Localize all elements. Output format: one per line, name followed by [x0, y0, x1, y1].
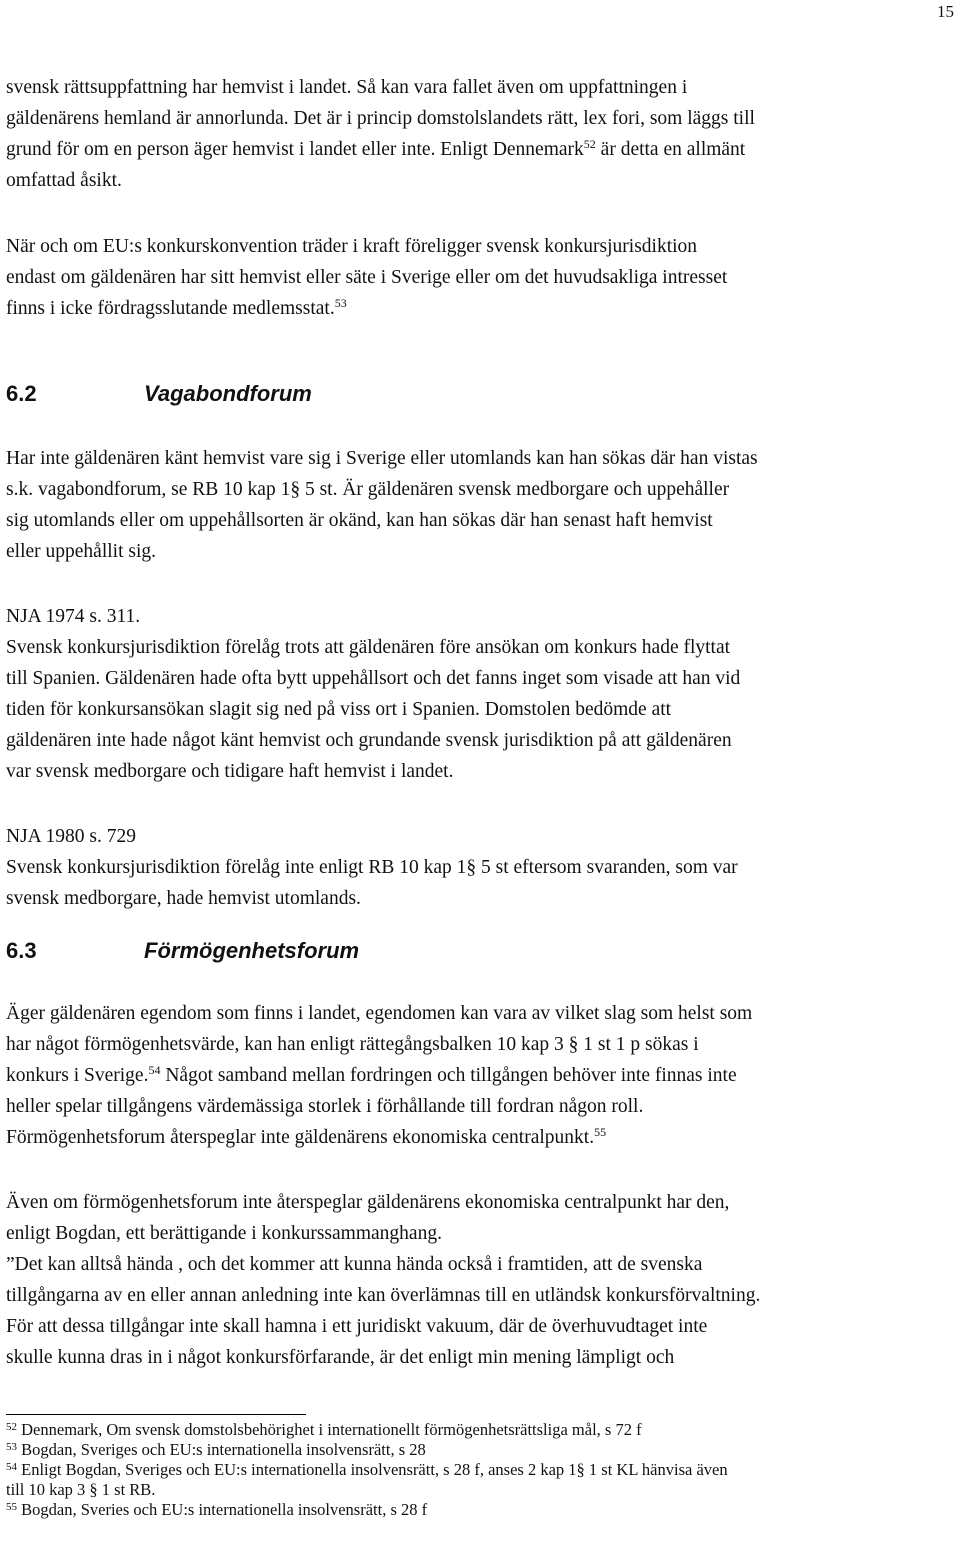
quote-line: ”Det kan alltså hända , och det kommer att kunna hända också i framtiden, att de svenska	[6, 1254, 703, 1275]
text-line	[6, 1060, 956, 1091]
quote-line: För att dessa tillgångar inte skall hamna i ett juridiskt vakuum, där de överhuvudtaget inte	[6, 1316, 708, 1337]
section-number: 6.3	[6, 938, 37, 963]
case-nja-1980	[6, 821, 956, 914]
text-line: sig utomlands eller om uppehållsorten är okänd, kan han sökas där han senast haft hemvist	[6, 510, 713, 531]
text-line: Äger gäldenären egendom som finns i landet, egendomen kan vara av vilket slag som helst som	[6, 1003, 753, 1024]
text-line: När och om EU:s konkurskonvention träder i kraft föreligger svensk konkursjurisdiktion	[6, 236, 698, 257]
text-span: finns i icke fördragsslutande medlemsstat.	[6, 298, 335, 319]
section-heading-6-3	[6, 938, 359, 964]
footnote-55	[6, 1500, 956, 1520]
text-line: s.k. vagabondforum, se RB 10 kap 1§ 5 st. Är gäldenären svensk medborgare och uppehåller	[6, 479, 730, 500]
quote-line: skulle kunna dras in i något konkursförfarande, är det enligt min mening lämpligt och	[6, 1347, 675, 1368]
page-number: 15	[937, 2, 954, 21]
footnote-text: Dennemark, Om svensk domstolsbehörighet i internationellt förmögenhetsrättsliga mål, s 72 f	[17, 1420, 642, 1439]
text-line: heller spelar tillgångens värdemässiga storlek i förhållande till fordran någon roll.	[6, 1096, 644, 1117]
footnote-ref-55[interactable]: 55	[594, 1125, 607, 1139]
quote-line: tillgångarna av en eller annan anledning inte kan överlämnas till en utländsk konkursförvaltning.	[6, 1285, 761, 1306]
footnote-text: Bogdan, Sveriges och EU:s internationella insolvensrätt, s 28	[17, 1440, 426, 1459]
text-line: omfattad åsikt.	[6, 170, 122, 191]
section-title: Vagabondforum	[144, 381, 312, 406]
text-line: har något förmögenhetsvärde, kan han enligt rättegångsbalken 10 kap 3 § 1 st 1 p sökas i	[6, 1034, 699, 1055]
text-span: grund för om en person äger hemvist i landet eller inte. Enligt Dennemark	[6, 139, 584, 160]
text-span: Något samband mellan fordringen och tillgången behöver inte finnas inte	[160, 1065, 737, 1086]
text-line: gäldenärens hemland är annorlunda. Det är i princip domstolslandets rätt, lex fori, som läggs till	[6, 108, 755, 129]
text-span: konkurs i Sverige.	[6, 1065, 149, 1086]
footnote-ref-54[interactable]: 54	[148, 1063, 161, 1077]
eu-convention-paragraph	[6, 231, 956, 324]
text-line: enligt Bogdan, ett berättigande i konkurssammanghang.	[6, 1223, 442, 1244]
intro-paragraph	[6, 72, 956, 196]
footnote-number: 53	[6, 1441, 17, 1453]
text-span: är detta en allmänt	[595, 139, 746, 160]
footnote-53	[6, 1440, 956, 1460]
footnotes	[6, 1420, 956, 1520]
section-heading-6-2	[6, 381, 312, 407]
footnote-text: Bogdan, Sveries och EU:s internationella insolvensrätt, s 28 f	[17, 1500, 428, 1519]
section-title: Förmögenhetsforum	[144, 938, 360, 963]
bogdan-paragraph	[6, 1187, 956, 1373]
text-line: Även om förmögenhetsforum inte återspeglar gäldenärens ekonomiska centralpunkt har den,	[6, 1192, 730, 1213]
formogenhetsforum-paragraph	[6, 998, 956, 1153]
footnote-separator	[6, 1414, 306, 1415]
footnote-54	[6, 1460, 956, 1480]
text-line: gäldenären inte hade något känt hemvist och grundande svensk jurisdiktion på att gäldenären	[6, 730, 732, 751]
footnote-54-continued	[6, 1480, 956, 1500]
text-line: var svensk medborgare och tidigare haft hemvist i landet.	[6, 761, 454, 782]
case-nja-1974	[6, 601, 956, 787]
text-line: tiden för konkursansökan slagit sig ned på viss ort i Spanien. Domstolen bedömde att	[6, 699, 672, 720]
text-line	[6, 1122, 956, 1153]
section-number: 6.2	[6, 381, 37, 406]
footnote-ref-52[interactable]: 52	[583, 137, 596, 151]
text-line: svensk medborgare, hade hemvist utomlands.	[6, 888, 361, 909]
text-line: svensk rättsuppfattning har hemvist i landet. Så kan vara fallet även om uppfattningen i	[6, 77, 688, 98]
text-line: till Spanien. Gäldenären hade ofta bytt uppehållsort och det fanns inget som visade att han vid	[6, 668, 741, 689]
text-line	[6, 293, 956, 324]
footnote-ref-53[interactable]: 53	[334, 296, 347, 310]
footnote-number: 52	[6, 1421, 17, 1433]
footnote-number: 55	[6, 1501, 17, 1513]
vagabond-paragraph	[6, 443, 956, 567]
footnote-52	[6, 1420, 956, 1440]
text-span: Förmögenhetsforum återspeglar inte gäldenärens ekonomiska centralpunkt.	[6, 1127, 595, 1148]
footnote-text: till 10 kap 3 § 1 st RB.	[6, 1480, 156, 1499]
text-line: Svensk konkursjurisdiktion förelåg trots att gäldenären före ansökan om konkurs hade flyttat	[6, 637, 731, 658]
footnote-text: Enligt Bogdan, Sveriges och EU:s internationella insolvensrätt, s 28 f, anses 2 kap 1§ 1 st KL hänvisa även	[17, 1460, 728, 1479]
case-citation: NJA 1974 s. 311.	[6, 606, 141, 627]
case-citation: NJA 1980 s. 729	[6, 826, 137, 847]
footnote-number: 54	[6, 1461, 17, 1473]
text-line	[6, 134, 956, 165]
text-line: Svensk konkursjurisdiktion förelåg inte enligt RB 10 kap 1§ 5 st eftersom svaranden, som var	[6, 857, 738, 878]
text-line: eller uppehållit sig.	[6, 541, 157, 562]
text-line: endast om gäldenären har sitt hemvist eller säte i Sverige eller om det huvudsakliga intresset	[6, 267, 728, 288]
text-line: Har inte gäldenären känt hemvist vare sig i Sverige eller utomlands kan han sökas där han vistas	[6, 448, 758, 469]
